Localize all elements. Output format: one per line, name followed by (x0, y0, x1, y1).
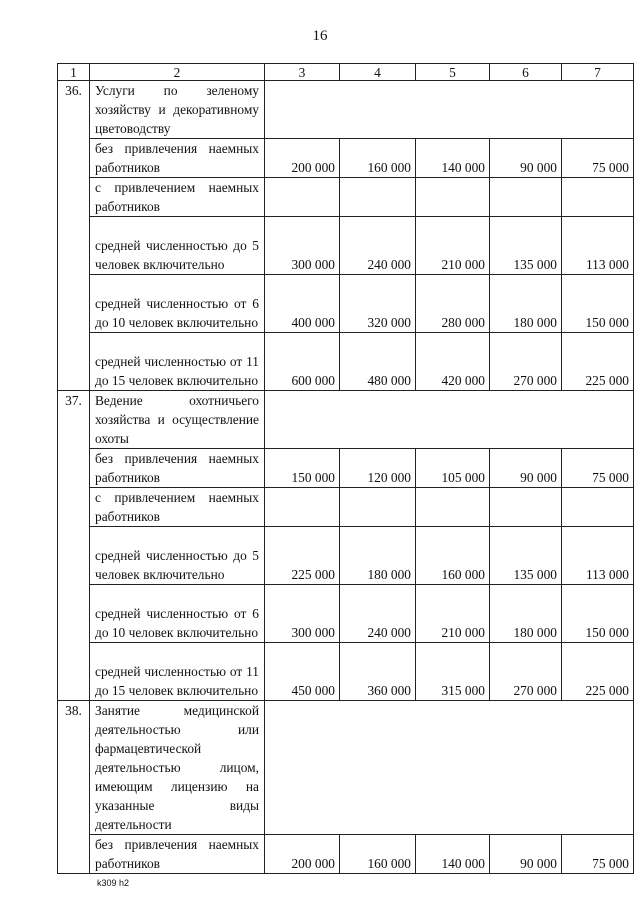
table-row (58, 275, 634, 333)
value-cell: 225 000 (562, 643, 634, 701)
column-header: 2 (90, 64, 265, 81)
value-cell: 135 000 (490, 217, 562, 275)
column-header: 5 (416, 64, 490, 81)
value-cell (416, 178, 490, 217)
section-number: 36. (58, 81, 90, 391)
value-cell: 200 000 (265, 835, 340, 874)
empty-cell (265, 81, 634, 139)
value-cell (416, 488, 490, 527)
section-title: Услуги по зеленому хозяйству и декоративному цветоводству (90, 81, 265, 139)
value-cell: 113 000 (562, 527, 634, 585)
value-cell: 270 000 (490, 643, 562, 701)
column-header: 4 (340, 64, 416, 81)
table-row (58, 835, 634, 874)
value-cell (265, 488, 340, 527)
value-cell: 210 000 (416, 585, 490, 643)
value-cell: 300 000 (265, 585, 340, 643)
row-label: с привлечением наемных работников (90, 178, 265, 217)
value-cell: 90 000 (490, 835, 562, 874)
value-cell: 160 000 (340, 139, 416, 178)
table-row (58, 585, 634, 643)
table-row (58, 449, 634, 488)
row-label: средней численностью от 11 до 15 человек включительно (90, 643, 265, 701)
table-row (58, 488, 634, 527)
row-label: без привлечения наемных работников (90, 139, 265, 178)
column-header: 6 (490, 64, 562, 81)
value-cell: 225 000 (265, 527, 340, 585)
row-label: без привлечения наемных работников (90, 835, 265, 874)
column-header: 7 (562, 64, 634, 81)
value-cell: 113 000 (562, 217, 634, 275)
value-cell: 135 000 (490, 527, 562, 585)
table-row (58, 178, 634, 217)
value-cell: 140 000 (416, 139, 490, 178)
footer-code: k309 h2 (97, 878, 130, 888)
value-cell: 150 000 (562, 275, 634, 333)
value-cell: 400 000 (265, 275, 340, 333)
value-cell: 140 000 (416, 835, 490, 874)
value-cell (490, 178, 562, 217)
column-header: 3 (265, 64, 340, 81)
value-cell: 90 000 (490, 139, 562, 178)
value-cell (340, 178, 416, 217)
value-cell: 150 000 (562, 585, 634, 643)
value-cell: 180 000 (340, 527, 416, 585)
value-cell: 105 000 (416, 449, 490, 488)
row-label: средней численностью от 11 до 15 человек включительно (90, 333, 265, 391)
value-cell: 90 000 (490, 449, 562, 488)
value-cell: 75 000 (562, 139, 634, 178)
value-cell (265, 178, 340, 217)
row-label: средней численностью от 6 до 10 человек включительно (90, 585, 265, 643)
table-row (58, 643, 634, 701)
value-cell: 210 000 (416, 217, 490, 275)
value-cell: 320 000 (340, 275, 416, 333)
value-cell: 75 000 (562, 449, 634, 488)
section-title: Занятие медицинской деятельностью или фармацевтической деятельностью лицом, имеющим лицензию на указанные виды деятельности (90, 701, 265, 835)
value-cell (340, 488, 416, 527)
value-cell: 280 000 (416, 275, 490, 333)
section-title-row (58, 81, 634, 139)
tariff-table (57, 63, 634, 874)
value-cell: 600 000 (265, 333, 340, 391)
section-number: 37. (58, 391, 90, 701)
value-cell: 180 000 (490, 585, 562, 643)
value-cell: 300 000 (265, 217, 340, 275)
value-cell (562, 178, 634, 217)
value-cell: 270 000 (490, 333, 562, 391)
column-header: 1 (58, 64, 90, 81)
value-cell (490, 488, 562, 527)
table-row (58, 139, 634, 178)
value-cell: 150 000 (265, 449, 340, 488)
section-title: Ведение охотничьего хозяйства и осуществление охоты (90, 391, 265, 449)
value-cell (562, 488, 634, 527)
table-row (58, 333, 634, 391)
row-label: средней численностью от 6 до 10 человек включительно (90, 275, 265, 333)
value-cell: 160 000 (416, 527, 490, 585)
value-cell: 480 000 (340, 333, 416, 391)
section-number: 38. (58, 701, 90, 874)
value-cell: 315 000 (416, 643, 490, 701)
value-cell: 360 000 (340, 643, 416, 701)
page-number: 16 (312, 28, 328, 44)
row-label: средней численностью до 5 человек включительно (90, 217, 265, 275)
value-cell: 240 000 (340, 217, 416, 275)
value-cell: 450 000 (265, 643, 340, 701)
section-title-row (58, 701, 634, 835)
value-cell: 420 000 (416, 333, 490, 391)
value-cell: 200 000 (265, 139, 340, 178)
table-row (58, 217, 634, 275)
empty-cell (265, 701, 634, 835)
value-cell: 160 000 (340, 835, 416, 874)
table-header-row (58, 64, 634, 81)
value-cell: 240 000 (340, 585, 416, 643)
value-cell: 225 000 (562, 333, 634, 391)
table-row (58, 527, 634, 585)
section-title-row (58, 391, 634, 449)
row-label: без привлечения наемных работников (90, 449, 265, 488)
value-cell: 180 000 (490, 275, 562, 333)
value-cell: 120 000 (340, 449, 416, 488)
row-label: с привлечением наемных работников (90, 488, 265, 527)
empty-cell (265, 391, 634, 449)
value-cell: 75 000 (562, 835, 634, 874)
row-label: средней численностью до 5 человек включительно (90, 527, 265, 585)
